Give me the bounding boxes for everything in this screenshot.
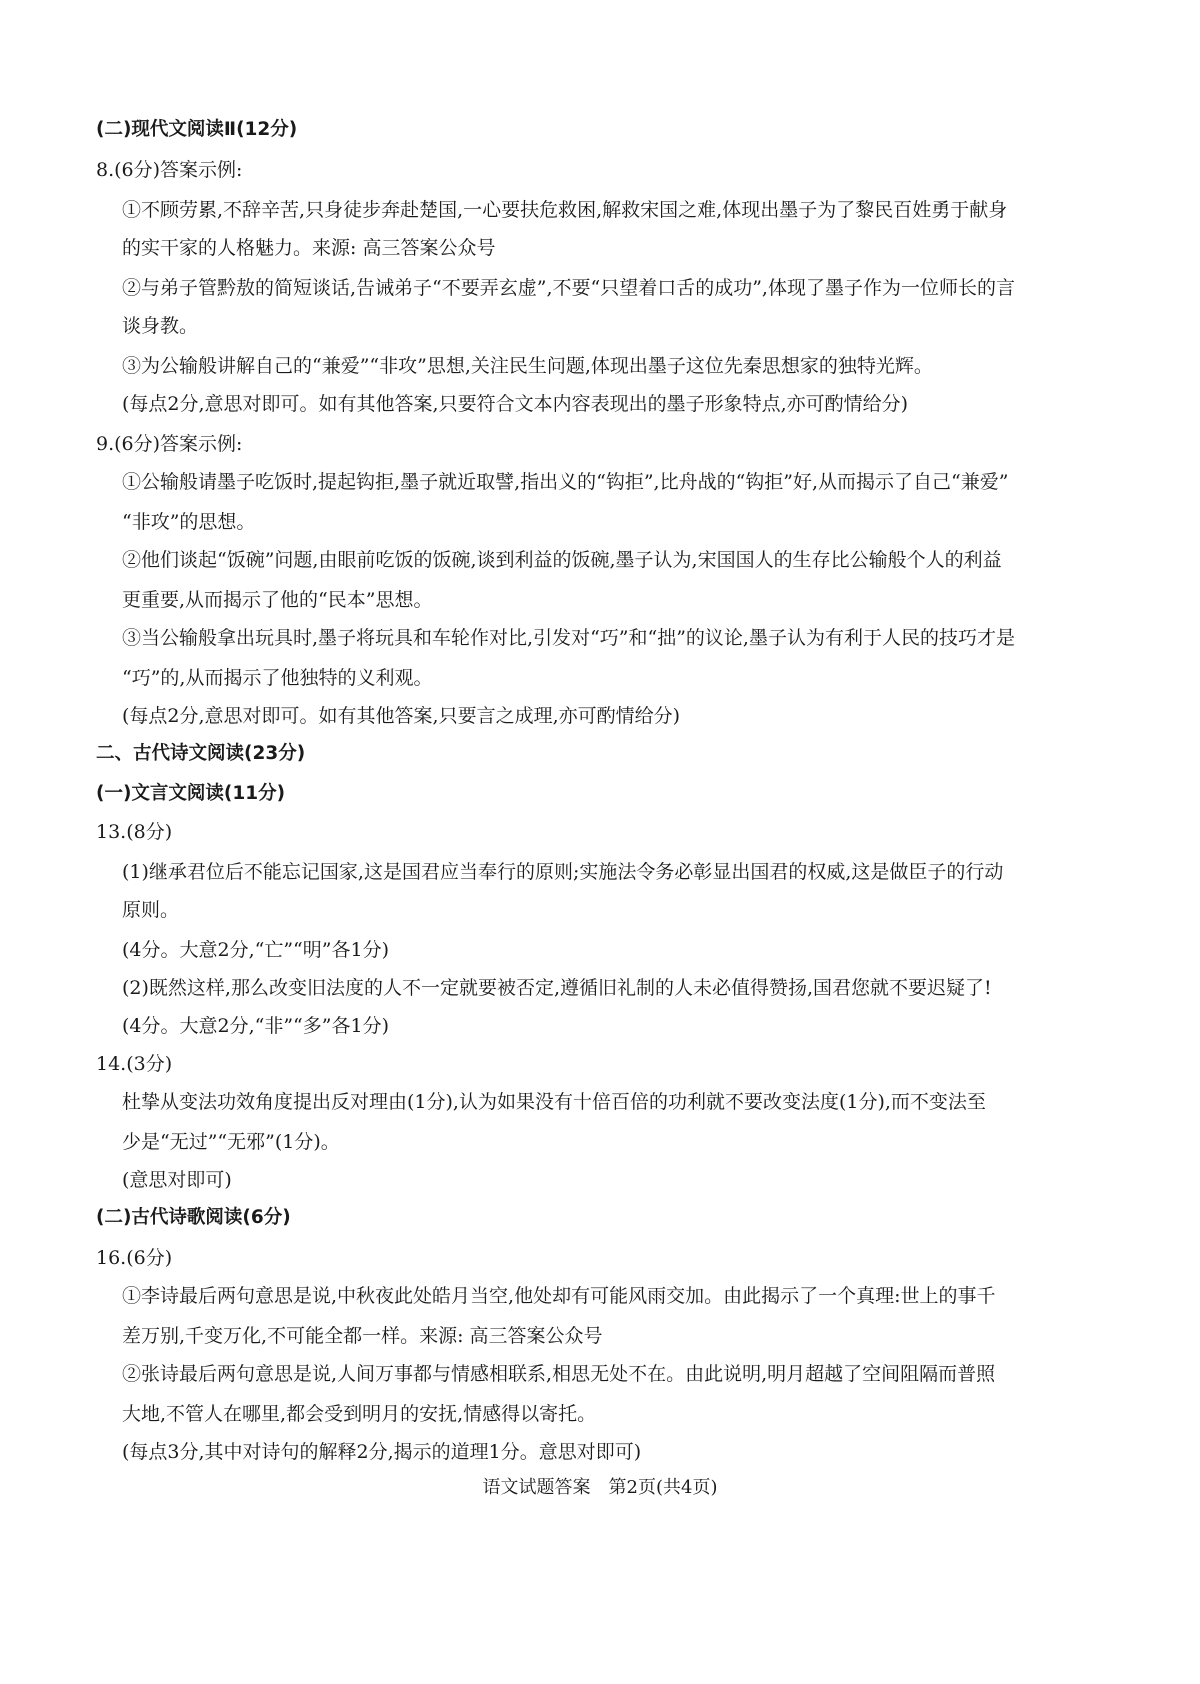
q9-point-3: ③当公输般拿出玩具时,墨子将玩具和车轮作对比,引发对“巧”和“拙”的议论,墨子认为有利于人民的技巧才是 [122, 627, 1015, 649]
question-14-header: 14.(3分) [96, 1053, 173, 1075]
q8-point-3: ③为公输般讲解自己的“兼爱”“非攻”思想,关注民生问题,体现出墨子这位先秦思想家的独特光辉。 [122, 355, 933, 377]
q13-part-1: (1)继承君位后不能忘记国家,这是国君应当奉行的原则;实施法令务必彰显出国君的权威,这是做臣子的行动 [122, 861, 1004, 883]
q16-point-1-cont: 差万别,千变万化,不可能全都一样。来源: 高三答案公众号 [122, 1325, 603, 1347]
page-footer: 语文试题答案 第2页(共4页) [482, 1477, 718, 1498]
q9-scoring-note: (每点2分,意思对即可。如有其他答案,只要言之成理,亦可酌情给分) [122, 705, 681, 727]
q8-point-1: ①不顾劳累,不辞辛苦,只身徒步奔赴楚国,一心要扶危救困,解救宋国之难,体现出墨子为了黎民百姓勇于献身 [122, 199, 1008, 221]
question-13-header: 13.(8分) [96, 821, 173, 843]
q9-point-1-cont: “非攻”的思想。 [122, 511, 256, 533]
answer-content [96, 118, 1106, 1464]
section-heading-classical-poetry: (二)古代诗歌阅读(6分) [96, 1207, 291, 1228]
q9-point-3-cont: “巧”的,从而揭示了他独特的义利观。 [122, 667, 433, 689]
q13-part-1-scoring: (4分。大意2分,“亡”“明”各1分) [122, 939, 389, 961]
section-heading-modern-reading-2: (二)现代文阅读Ⅱ(12分) [96, 119, 298, 140]
q8-point-2: ②与弟子管黔敖的简短谈话,告诫弟子“不要弄玄虚”,不要“只望着口舌的成功”,体现了墨子作为一位师长的言 [122, 277, 1015, 299]
question-9-header: 9.(6分)答案示例: [96, 433, 243, 455]
question-8-header: 8.(6分)答案示例: [96, 159, 243, 181]
q16-point-2-cont: 大地,不管人在哪里,都会受到明月的安抚,情感得以寄托。 [122, 1403, 597, 1425]
q16-point-2: ②张诗最后两句意思是说,人间万事都与情感相联系,相思无处不在。由此说明,明月超越了空间阻隔而普照 [122, 1363, 996, 1385]
section-heading-classical-prose: (一)文言文阅读(11分) [96, 783, 286, 804]
q13-part-2-scoring: (4分。大意2分,“非”“多”各1分) [122, 1015, 389, 1037]
q13-part-2: (2)既然这样,那么改变旧法度的人不一定就要被否定,遵循旧礼制的人未必值得赞扬,国君您就不要迟疑了! [122, 977, 992, 999]
q8-point-1-cont: 的实干家的人格魅力。来源: 高三答案公众号 [122, 237, 496, 259]
q16-point-1: ①李诗最后两句意思是说,中秋夜此处皓月当空,他处却有可能风雨交加。由此揭示了一个真理:世上的事千 [122, 1285, 996, 1307]
q8-scoring-note: (每点2分,意思对即可。如有其他答案,只要符合文本内容表现出的墨子形象特点,亦可酌情给分) [122, 393, 909, 415]
q16-scoring-note: (每点3分,其中对诗句的解释2分,揭示的道理1分。意思对即可) [122, 1441, 642, 1463]
q13-part-1-cont: 原则。 [122, 899, 180, 921]
q8-point-2-cont: 谈身教。 [122, 315, 199, 337]
q14-scoring-note: (意思对即可) [122, 1169, 232, 1191]
section-heading-classical: 二、古代诗文阅读(23分) [96, 743, 306, 764]
q14-answer: 杜挚从变法功效角度提出反对理由(1分),认为如果没有十倍百倍的功利就不要改变法度(1分),而不变法至 [122, 1091, 986, 1113]
q9-point-2-cont: 更重要,从而揭示了他的“民本”思想。 [122, 589, 433, 611]
q14-answer-cont: 少是“无过”“无邪”(1分)。 [122, 1131, 340, 1153]
q9-point-1: ①公输般请墨子吃饭时,提起钩拒,墨子就近取譬,指出义的“钩拒”,比舟战的“钩拒”好,从而揭示了自己“兼爱” [122, 471, 1009, 493]
q9-point-2: ②他们谈起“饭碗”问题,由眼前吃饭的饭碗,谈到利益的饭碗,墨子认为,宋国国人的生存比公输般个人的利益 [122, 549, 1002, 571]
question-16-header: 16.(6分) [96, 1247, 173, 1269]
